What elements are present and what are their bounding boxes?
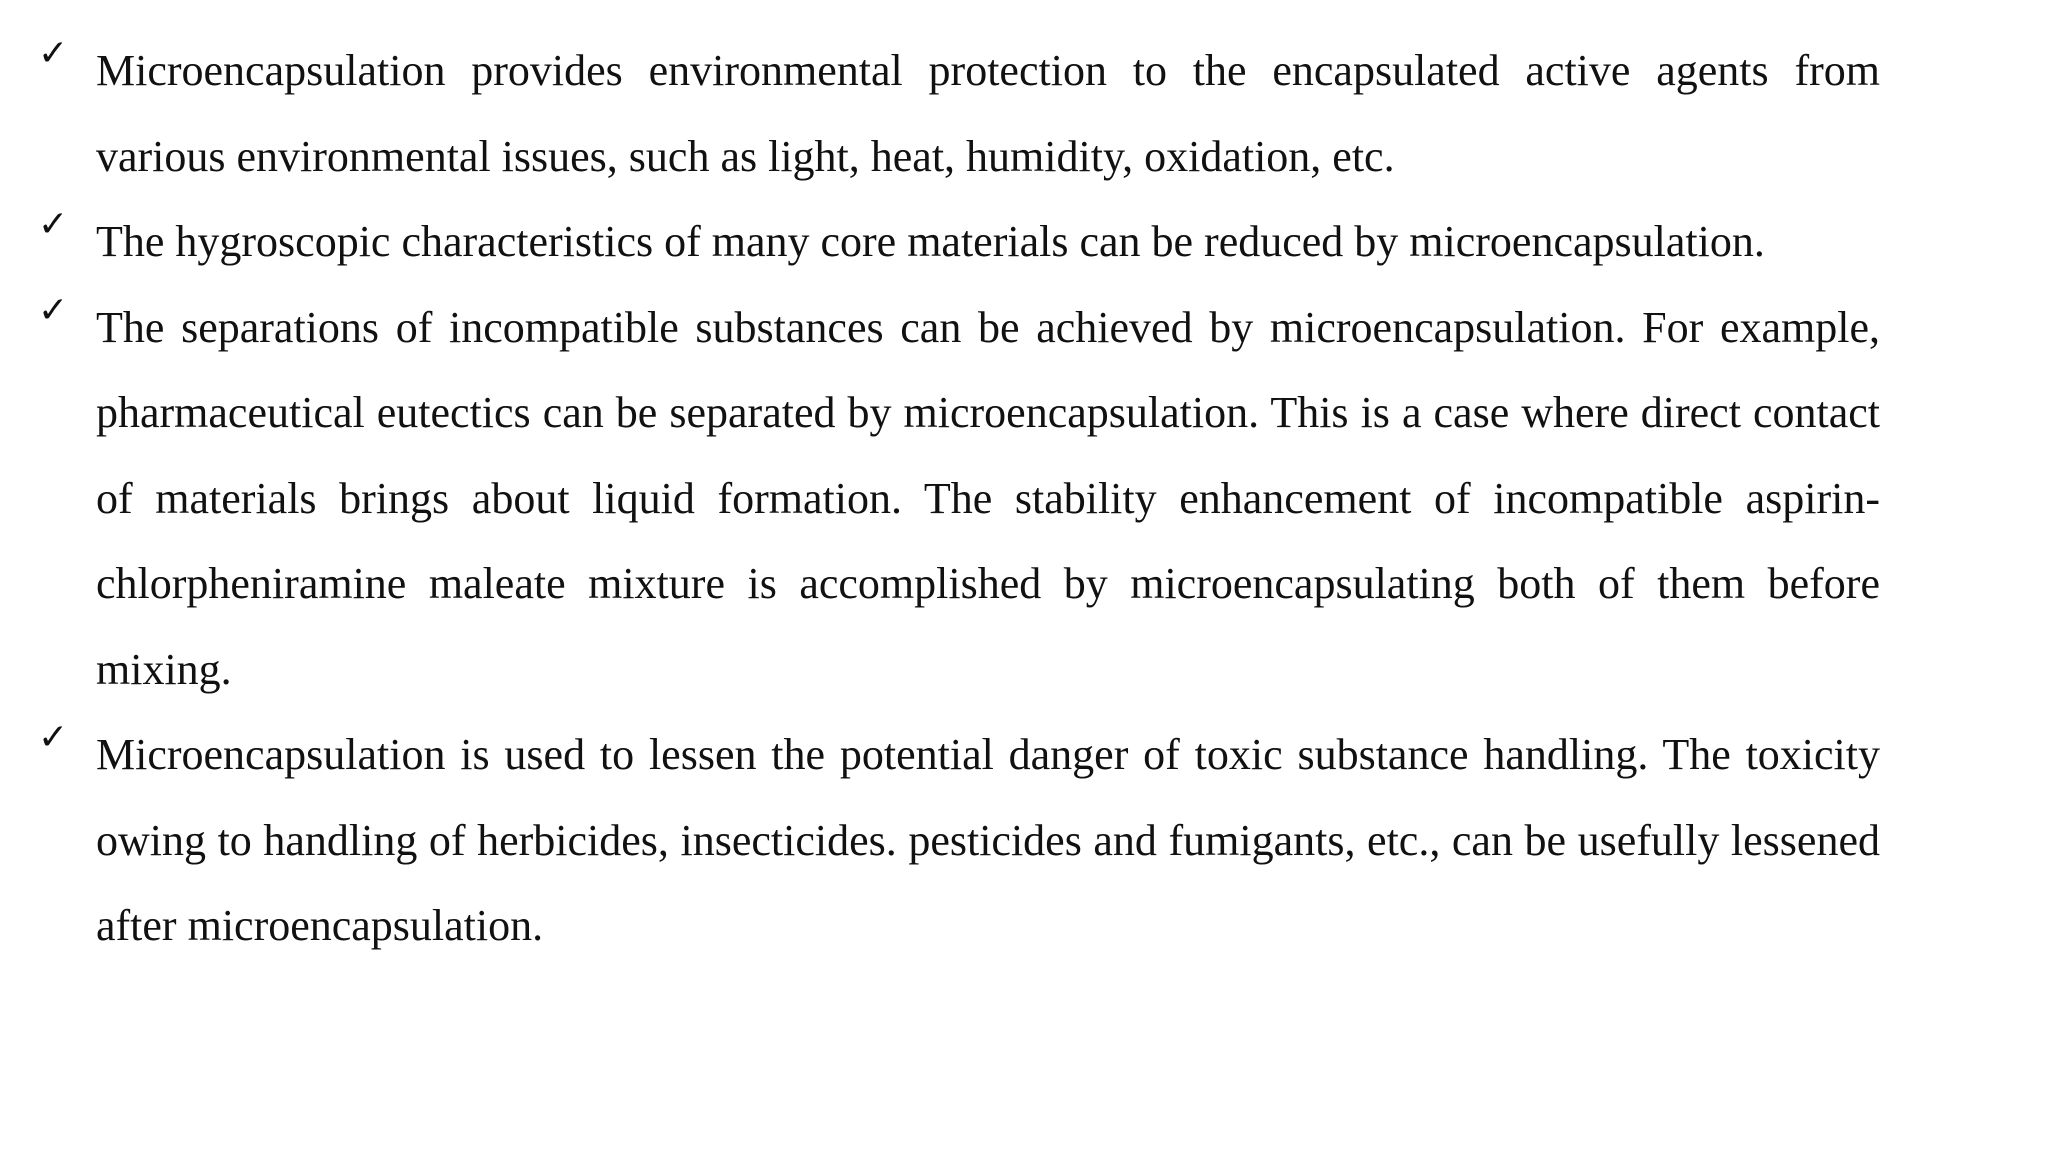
bullet-item-toxic-handling [0, 712, 1880, 969]
bullet-text: Microencapsulation provides environmental protection to the encapsulated active agents from various environmental issues, such as light, heat, humidity, oxidation, etc. [96, 46, 1880, 181]
bullet-item-incompatible-substances [0, 285, 1880, 713]
bullet-list [0, 28, 2048, 969]
check-icon: ✓ [38, 33, 69, 74]
bullet-text: The separations of incompatible substances can be achieved by microencapsulation. For example, pharmaceutical eutectics can be separated by microencapsulation. This is a case where direct contact of materials brings about liquid formation. The stability enhancement of incompatible aspirin-chlorpheniramine maleate mixture is accomplished by microencapsulating both of them before mixing. [96, 302, 1880, 694]
check-icon: ✓ [38, 717, 69, 758]
check-icon: ✓ [38, 289, 69, 331]
bullet-item-hygroscopic [0, 199, 1880, 285]
bullet-text: The hygroscopic characteristics of many core materials can be reduced by microencapsulation. [96, 217, 1765, 266]
check-icon: ✓ [38, 204, 69, 245]
bullet-text: Microencapsulation is used to lessen the potential danger of toxic substance handling. The toxicity owing to handling of herbicides, insecticides. pesticides and fumigants, etc., can be usefully lessened after microencapsulation. [96, 730, 1880, 950]
bullet-item-environmental-protection [0, 28, 1880, 199]
